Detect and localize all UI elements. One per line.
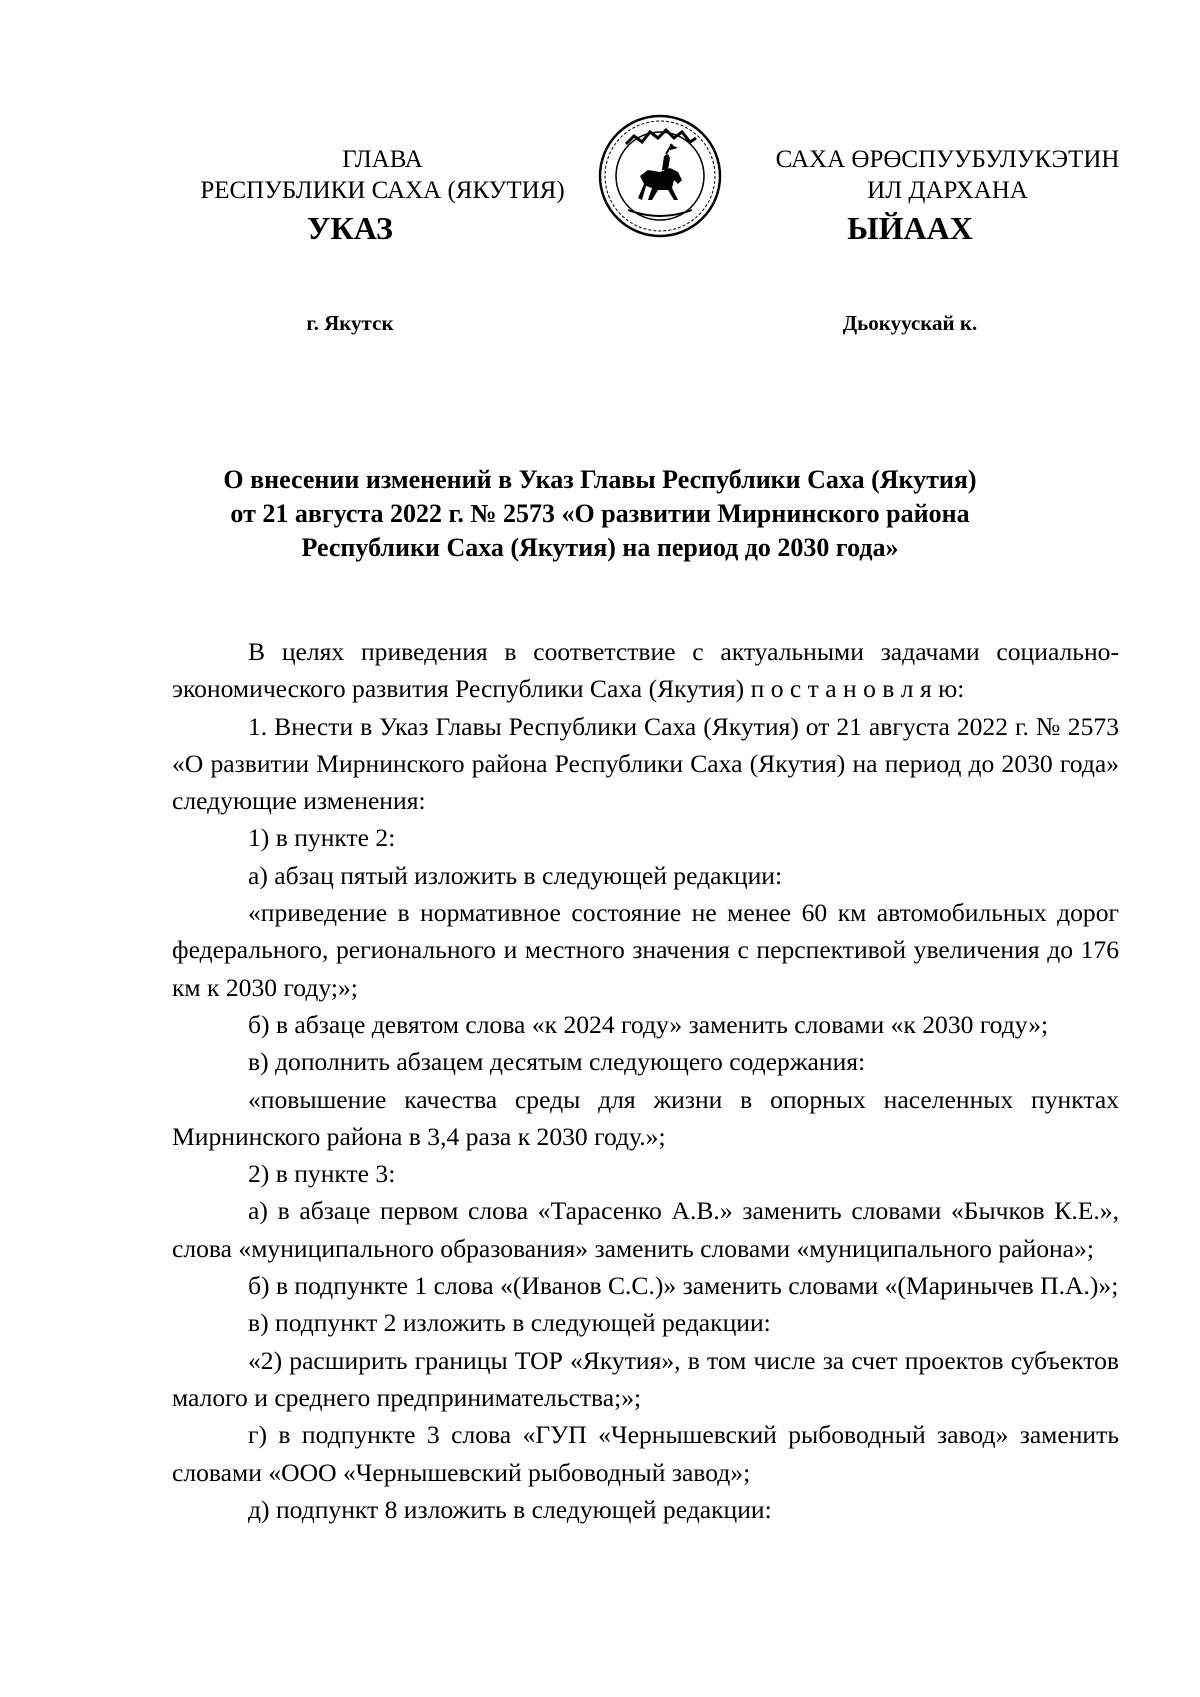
coat-of-arms-icon — [598, 114, 722, 238]
body-paragraph: а) абзац пятый изложить в следующей редакции: — [248, 860, 783, 890]
issuer-left-line2: РЕСПУБЛИКИ САХА (ЯКУТИЯ) — [200, 177, 565, 204]
body-paragraph: б) в абзаце девятом слова «к 2024 году» заменить словами «к 2030 году»; — [248, 1009, 1049, 1039]
issuer-right-line1: САХА ӨРӨСПУУБУЛУКЭТИН — [775, 146, 1120, 173]
body-paragraph: г) в подпункте 3 слова «ГУП «Чернышевский рыбоводный завод» заменить словами «ООО «Чернышевский рыбоводный завод»; — [172, 1420, 1119, 1487]
body-paragraph: в) подпункт 2 изложить в следующей редакции: — [248, 1308, 771, 1338]
decree-title-ru: УКАЗ — [307, 210, 393, 246]
body-paragraph: 1) в пункте 2: — [248, 823, 396, 853]
body-paragraph: а) в абзаце первом слова «Тарасенко А.В.» заменить словами «Бычков К.Е.», слова «муниципального образования» заменить словами «муниципального района»; — [172, 1196, 1119, 1263]
document-body — [172, 633, 1119, 1528]
body-paragraph: «приведение в нормативное состояние не менее 60 км автомобильных дорог федерального, регионального и местного значения с перспективой увеличения до 176 км к 2030 году;»; — [172, 898, 1119, 1002]
body-paragraph: 2) в пункте 3: — [248, 1159, 396, 1189]
place-ru: г. Якутск — [306, 311, 394, 335]
issuer-left — [175, 144, 590, 206]
document-title-line: от 21 августа 2022 г. № 2573 «О развитии Мирнинского района — [230, 499, 970, 528]
issuer-right — [750, 144, 1145, 206]
document-title-line: О внесении изменений в Указ Главы Республики Саха (Якутия) — [223, 465, 977, 494]
issuer-right-line2: ИЛ ДАРХАНА — [867, 177, 1028, 204]
body-paragraph: д) подпункт 8 изложить в следующей редакции: — [248, 1494, 772, 1524]
body-paragraph: в) дополнить абзацем десятым следующего содержания: — [248, 1047, 866, 1077]
body-paragraph: «2) расширить границы ТОР «Якутия», в том числе за счет проектов субъектов малого и среднего предпринимательства;»; — [172, 1345, 1119, 1412]
document-title-line: Республики Саха (Якутия) на период до 2030 года» — [301, 533, 899, 562]
body-paragraph: В целях приведения в соответствие с актуальными задачами социально-экономического развития Республики Саха (Якутия) п о с т а н о в л я ю: — [172, 637, 1119, 704]
issuer-left-line1: ГЛАВА — [342, 146, 423, 173]
body-paragraph: б) в подпункте 1 слова «(Иванов С.С.)» заменить словами «(Маринычев П.А.)»; — [248, 1271, 1119, 1301]
decree-title-sah: ЫЙААХ — [847, 210, 973, 246]
body-paragraph: «повышение качества среды для жизни в опорных населенных пунктах Мирнинского района в 3,4 раза к 2030 году.»; — [172, 1084, 1119, 1151]
place-sah: Дьокуускай к. — [842, 311, 978, 335]
body-paragraph: 1. Внести в Указ Главы Республики Саха (Якутия) от 21 августа 2022 г. № 2573 «О развитии Мирнинского района Республики Саха (Якутия) на период до 2030 года» следующие изменения: — [172, 711, 1119, 816]
document-title — [150, 463, 1050, 565]
